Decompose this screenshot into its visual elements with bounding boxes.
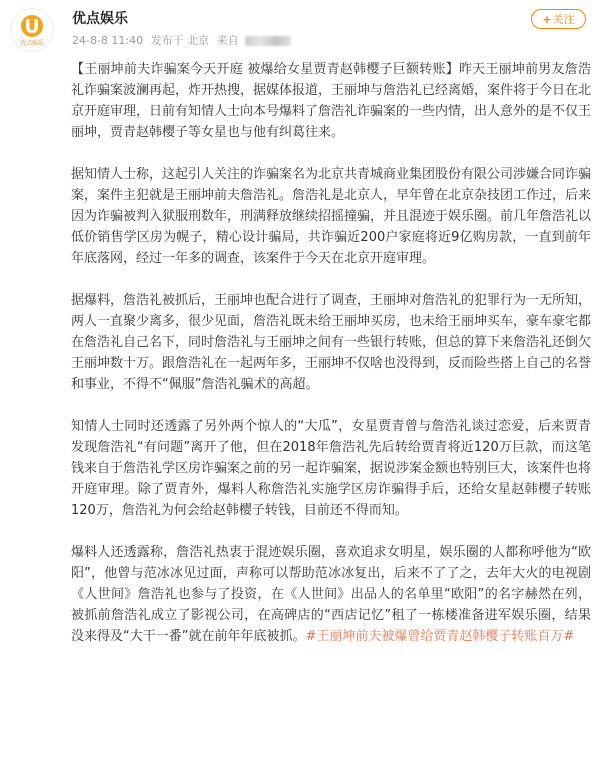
post-paragraph-3: 据爆料，詹浩礼被抓后，王丽坤也配合进行了调查，王丽坤对詹浩礼的犯罪行为一无所知，两人一直聚少离多，很少见面，詹浩礼既未给王丽坤买房，也未给王丽坤买车，豪车豪宅都在詹浩礼自己名下，同时詹浩礼与王丽坤之间有一些银行转账，但总的算下来詹浩礼还倒欠王丽坤数十万。跟詹浩礼在一起两年多，王丽坤不仅啥也没得到，反而险些搭上自己的名誉和事业，不得不“佩服”詹浩礼骗术的高超。 (71, 293, 592, 392)
post-meta (72, 34, 295, 48)
post-header (0, 0, 600, 56)
post-paragraph-1: 【王丽坤前夫诈骗案今天开庭 被爆给女星贾青赵韩樱子巨额转账】昨天王丽坤前男友詹浩礼诈骗案波澜再起，炸开热搜，据媒体报道，王丽坤与詹浩礼已经离婚，案件将于今日在北京开庭审理，日前有知情人士向本号爆料了詹浩礼诈骗案的一些内情，出人意外的是不仅王丽坤，贾青赵韩樱子等女星也与他有纠葛往来。 (71, 62, 592, 140)
plus-icon: + (542, 13, 552, 26)
post-paragraph-4: 知情人士同时还透露了另外两个惊人的“大瓜”，女星贾青曾与詹浩礼谈过恋爱，后来贾青发现詹浩礼“有问题”离开了他，但在2018年詹浩礼先后转给贾青将近120万巨款，而这笔钱来自于詹浩礼学区房诈骗案之前的另一起诈骗案，据说涉案金额也特别巨大，该案件也将开庭审理。除了贾青外，爆料人称詹浩礼实施学区房诈骗得手后，还给女星赵韩樱子转账120万，詹浩礼为何会给赵韩樱子转钱，目前还不得而知。 (71, 419, 592, 518)
avatar-logo-text: 优点娱乐 (20, 40, 44, 47)
topic-hashtag-link[interactable]: #王丽坤前夫被爆曾给贾青赵韩樱子转账百万# (305, 629, 575, 644)
follow-button-label: 关注 (552, 13, 575, 26)
post-location: 发布于 北京 (150, 34, 210, 47)
follow-button[interactable] (531, 9, 586, 29)
post-datetime[interactable]: 24-8-8 11:40 (72, 34, 144, 47)
account-name[interactable]: 优点娱乐 (72, 11, 128, 27)
post-paragraph-2: 据知情人士称，这起引人关注的诈骗案名为北京共青城商业集团股份有限公司涉嫌合同诈骗案，案件主犯就是王丽坤前夫詹浩礼。詹浩礼是北京人，早年曾在北京杂技团工作过，后来因为诈骗被判入狱服刑数年，刑满释放继续招摇撞骗，并且混迹于娱乐圈。前几年詹浩礼以低价销售学区房为幌子，精心设计骗局，共诈骗近200户家庭将近9亿购房款，一直到前年年底落网，经过一年多的调查，该案件于今天在北京开庭审理。 (71, 167, 592, 266)
post-paragraph-5-text: 爆料人还透露称，詹浩礼热衷于混迹娱乐圈，喜欢追求女明星，娱乐圈的人都称呼他为“欧阳”，他曾与范冰冰见过面，声称可以帮助范冰冰复出，后来不了了之，去年大火的电视剧《人世间》詹浩礼也参与了投资，在《人世间》出品人的名单里“欧阳”的名字赫然在列，被抓前詹浩礼成立了影视公司，在高碑店的“西店记忆”租了一栋楼准备进军娱乐圈，结果没来得及“大干一番”就在前年年底被抓。 (71, 545, 591, 644)
avatar[interactable] (10, 8, 54, 52)
redacted-source (245, 36, 291, 46)
post-paragraph-5 (71, 542, 591, 647)
post-source-prefix: 来自 (216, 34, 239, 47)
post-text (71, 59, 591, 668)
